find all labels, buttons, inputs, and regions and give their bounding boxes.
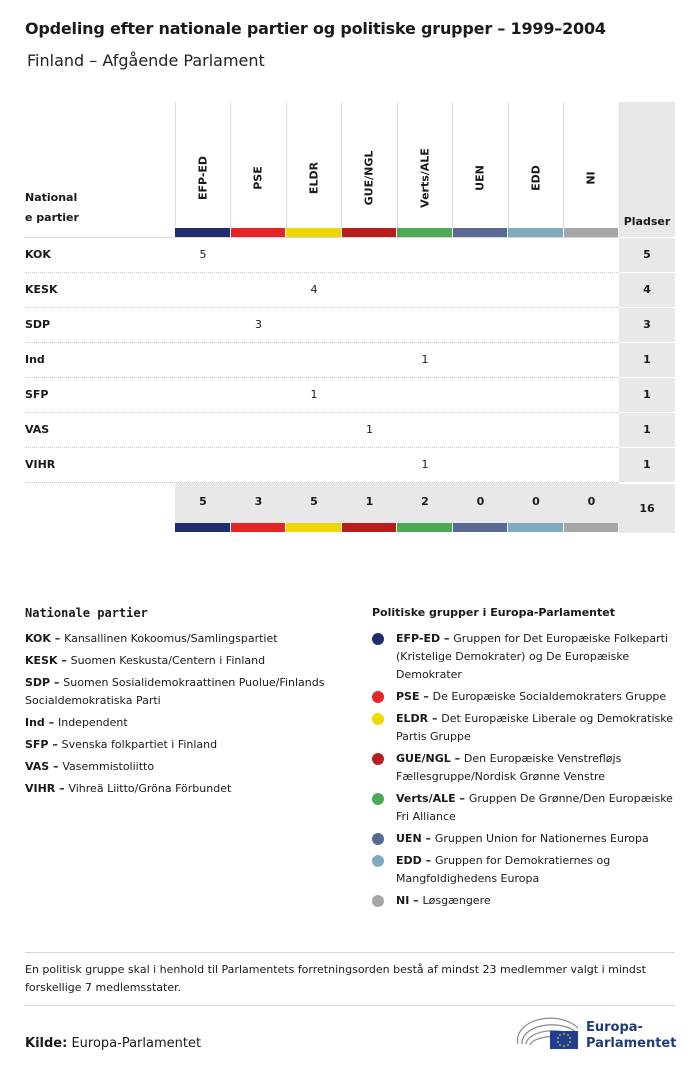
national-party-item <box>25 714 355 732</box>
national-party-item <box>25 652 355 670</box>
logo-line1: Europa- <box>586 1020 643 1035</box>
political-groups-legend <box>372 630 677 914</box>
party-row-label: KOK <box>25 248 51 261</box>
group-color-dot-icon <box>372 833 384 845</box>
group-code: EDD <box>396 854 422 867</box>
group-color-bar <box>286 523 341 532</box>
divider <box>25 1005 675 1006</box>
logo-text <box>586 1020 676 1052</box>
group-code-label: ELDR <box>307 161 321 195</box>
party-code: KESK <box>25 654 58 667</box>
party-seats-cell: 4 <box>619 272 675 307</box>
group-color-bar <box>286 228 341 237</box>
separator: – <box>450 752 464 765</box>
group-column-header <box>564 102 620 228</box>
separator: – <box>455 792 469 805</box>
separator: – <box>49 760 63 773</box>
row-divider <box>25 482 619 483</box>
group-column-header <box>397 102 453 228</box>
group-color-dot-icon <box>372 713 384 725</box>
party-header-line1: National <box>25 191 78 204</box>
group-color-bar <box>397 228 452 237</box>
separator: – <box>409 894 423 907</box>
group-total-cell: 5 <box>310 495 318 508</box>
separator: – <box>57 654 71 667</box>
group-color-dot-icon <box>372 753 384 765</box>
party-seats-cell: 1 <box>619 447 675 482</box>
group-name: Gruppen De Grønne/Den Europæiske Fri Alliance <box>396 792 673 823</box>
group-column-header <box>286 102 342 228</box>
group-color-bar <box>231 228 286 237</box>
group-color-bar <box>564 523 619 532</box>
group-code: EFP-ED <box>396 632 441 645</box>
party-name: Independent <box>57 716 128 729</box>
group-color-dot-icon <box>372 633 384 645</box>
national-party-item <box>25 630 355 648</box>
grand-total-cell: 16 <box>619 483 675 533</box>
group-code: UEN <box>396 832 422 845</box>
group-name: Det Europæiske Liberale og Demokratiske Partis Gruppe <box>396 712 673 743</box>
party-row-label: VAS <box>25 423 50 436</box>
separator: – <box>50 676 64 689</box>
group-color-bar <box>231 523 286 532</box>
political-group-item <box>372 688 677 706</box>
group-total-cell: 5 <box>199 495 207 508</box>
page-subtitle: Finland – Afgående Parlament <box>27 51 265 70</box>
source-line <box>25 1036 201 1051</box>
political-group-item <box>372 750 677 786</box>
national-parties-title: Nationale partier <box>25 606 148 620</box>
row-divider <box>25 412 619 413</box>
seat-count-cell: 1 <box>421 458 429 471</box>
seats-column-header <box>619 102 675 237</box>
political-groups-title: Politiske grupper i Europa-Parlamentet <box>372 606 615 619</box>
group-name: Gruppen Union for Nationernes Europa <box>434 832 649 845</box>
source-value: Europa-Parlamentet <box>71 1036 202 1051</box>
group-color-dot-icon <box>372 855 384 867</box>
footnote: En politisk gruppe skal i henhold til Parlamentets forretningsorden bestå af mindst 23 medlemmer valgt i mindst forskellige 7 medlemsstater. <box>25 963 646 994</box>
party-code: VIHR <box>25 782 56 795</box>
seat-count-cell: 5 <box>199 248 207 261</box>
group-code: Verts/ALE <box>396 792 456 805</box>
group-color-dot-icon <box>372 691 384 703</box>
seat-count-cell: 1 <box>366 423 373 436</box>
party-seats-cell: 1 <box>619 377 675 412</box>
group-total-cell: 0 <box>532 495 540 508</box>
group-color-dot-icon <box>372 895 384 907</box>
political-group-item <box>372 630 677 684</box>
group-total-cell: 1 <box>365 495 374 508</box>
group-color-bar <box>508 523 563 532</box>
separator: – <box>428 712 442 725</box>
party-header-line2: e partier <box>25 211 79 224</box>
party-seats-cell: 5 <box>619 237 675 272</box>
group-color-bar <box>342 523 397 532</box>
party-name: Suomen Keskusta/Centern i Finland <box>70 654 266 667</box>
national-party-item <box>25 736 355 754</box>
group-color-bar <box>175 228 230 237</box>
group-color-bar <box>175 523 230 532</box>
row-divider <box>25 447 619 448</box>
separator: – <box>421 854 435 867</box>
separator: – <box>44 716 58 729</box>
group-name: Den Europæiske Venstrefløjs Fællesgruppe/Nordisk Grønne Venstre <box>396 752 622 783</box>
separator: – <box>50 632 65 645</box>
group-code-label: UEN <box>473 165 487 191</box>
group-column-header <box>231 102 287 228</box>
group-name: Gruppen for Demokratiernes og Mangfoldighedens Europa <box>396 854 611 885</box>
seat-count-cell: 1 <box>421 353 429 366</box>
political-group-item <box>372 710 677 746</box>
divider <box>25 952 675 953</box>
group-color-bar <box>342 228 397 237</box>
national-party-item <box>25 758 355 776</box>
political-group-item <box>372 790 677 826</box>
group-name: Løsgængere <box>422 894 491 907</box>
party-row-label: SDP <box>25 318 51 331</box>
group-name: De Europæiske Socialdemokraters Gruppe <box>432 690 667 703</box>
group-code: NI <box>396 894 410 907</box>
party-code: SDP <box>25 676 51 689</box>
party-name: Vasemmistoliitto <box>62 760 155 773</box>
party-row-label: Ind <box>25 353 45 366</box>
row-divider <box>25 342 619 343</box>
national-parties-legend <box>25 630 355 802</box>
group-total-cell: 2 <box>421 495 429 508</box>
group-code-label: GUE/NGL <box>362 150 376 206</box>
group-color-bar <box>508 228 563 237</box>
group-total-cell: 0 <box>587 495 596 508</box>
source-label: Kilde: <box>25 1036 68 1051</box>
group-total-cell: 3 <box>254 495 263 508</box>
group-code-label: EDD <box>529 165 543 191</box>
header-divider <box>25 237 619 238</box>
political-group-item <box>372 830 677 848</box>
party-name: Suomen Sosialidemokraattinen Puolue/Finlands Socialdemokratiska Parti <box>25 676 325 707</box>
party-code: VAS <box>25 760 50 773</box>
group-code-label: NI <box>584 171 598 185</box>
seats-header-label: Pladser <box>623 215 671 228</box>
national-party-item <box>25 780 355 798</box>
party-name: Vihreä Liitto/Gröna Förbundet <box>68 782 232 795</box>
group-color-bar <box>453 228 508 237</box>
separator: – <box>55 782 69 795</box>
seat-count-cell: 1 <box>310 388 318 401</box>
party-code: KOK <box>25 632 51 645</box>
group-name: Gruppen for Det Europæiske Folkeparti (Kristelige Demokrater) og De Europæiske Demokrater <box>396 632 668 681</box>
group-code: ELDR <box>396 712 429 725</box>
political-group-item <box>372 852 677 888</box>
party-row-label: VIHR <box>25 458 56 471</box>
party-seats-cell: 3 <box>619 307 675 342</box>
group-column-header <box>175 102 231 228</box>
party-seats-cell: 1 <box>619 342 675 377</box>
party-seats-cell: 1 <box>619 412 675 447</box>
page-title: Opdeling efter nationale partier og politiske grupper – 1999–2004 <box>25 19 606 38</box>
row-divider <box>25 307 619 308</box>
separator: – <box>440 632 454 645</box>
separator: – <box>421 832 435 845</box>
group-column-header <box>342 102 398 228</box>
party-name: Kansallinen Kokoomus/Samlingspartiet <box>64 632 278 645</box>
group-column-header <box>508 102 564 228</box>
party-code: SFP <box>25 738 49 751</box>
party-row-label: SFP <box>25 388 49 401</box>
logo-line2: Parlamentet <box>586 1036 677 1051</box>
group-color-bar <box>564 228 619 237</box>
party-row-label: KESK <box>25 283 58 296</box>
group-color-dot-icon <box>372 793 384 805</box>
group-code: GUE/NGL <box>396 752 451 765</box>
group-column-header <box>453 102 509 228</box>
seat-count-cell: 3 <box>255 318 262 331</box>
group-code: PSE <box>396 690 420 703</box>
group-color-bar <box>397 523 452 532</box>
party-column-header <box>25 188 79 228</box>
party-code: Ind <box>25 716 45 729</box>
group-code-label: Verts/ALE <box>418 148 432 208</box>
national-party-item <box>25 674 355 710</box>
party-name: Svenska folkpartiet i Finland <box>61 738 218 751</box>
group-total-cell: 0 <box>476 495 485 508</box>
separator: – <box>419 690 433 703</box>
seat-count-cell: 4 <box>310 283 318 296</box>
group-color-bar <box>453 523 508 532</box>
group-code-label: EFP-ED <box>196 155 210 201</box>
group-code-label: PSE <box>251 166 265 190</box>
political-group-item <box>372 892 677 910</box>
separator: – <box>48 738 62 751</box>
